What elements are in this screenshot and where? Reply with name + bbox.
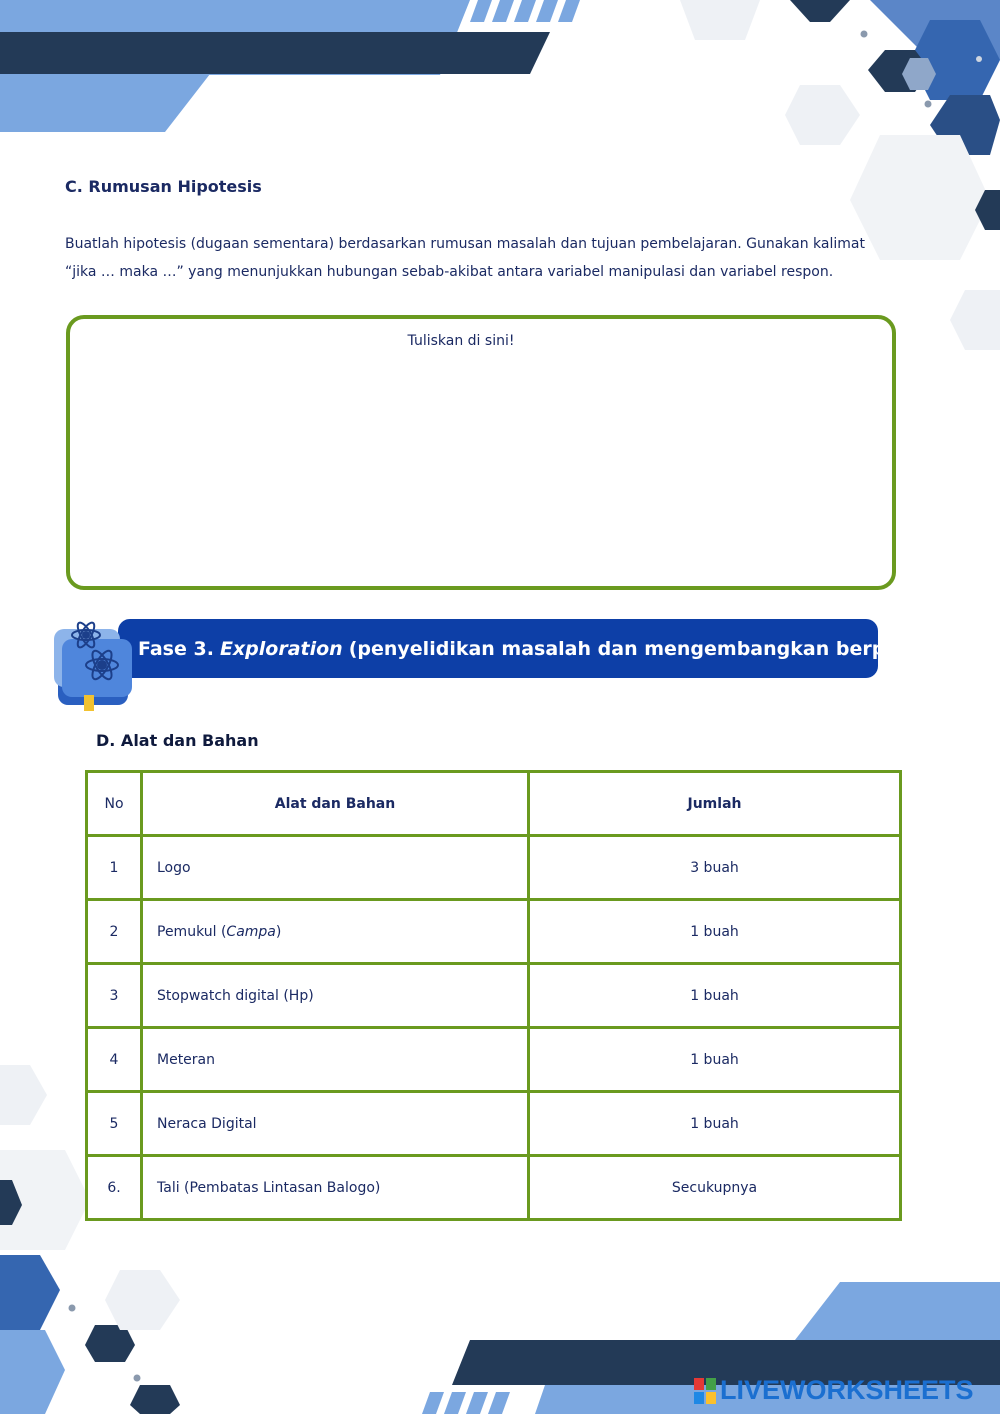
row-item: Meteran (142, 1028, 529, 1092)
science-book-icon (48, 613, 144, 713)
table-row (87, 1028, 901, 1092)
row-no: 6. (87, 1156, 142, 1220)
header-no: No (87, 772, 142, 836)
table-row (87, 900, 901, 964)
section-c-title: C. Rumusan Hipotesis (65, 177, 262, 196)
table-row (87, 1092, 901, 1156)
instruction-line-2: “jika … maka …” yang menunjukkan hubungan sebab-akibat antara variabel manipulasi dan variabel respon. (65, 264, 834, 280)
table-row (87, 836, 901, 900)
phase-prefix: Fase 3. (138, 637, 214, 660)
header-item: Alat dan Bahan (142, 772, 529, 836)
row-item: Neraca Digital (142, 1092, 529, 1156)
row-qty: 1 buah (529, 1028, 901, 1092)
phase-italic-word: Exploration (219, 637, 343, 660)
row-item: Stopwatch digital (Hp) (142, 964, 529, 1028)
table-row (87, 964, 901, 1028)
row-item: Logo (142, 836, 529, 900)
hypothesis-answer-box[interactable] (66, 315, 896, 590)
liveworksheets-logo-icon (694, 1378, 716, 1404)
row-item: Pemukul (Campa) (142, 900, 529, 964)
row-qty: 1 buah (529, 1092, 901, 1156)
header-qty: Jumlah (529, 772, 901, 836)
phase-3-banner (118, 619, 930, 678)
hypothesis-instruction (65, 230, 895, 286)
row-qty: 1 buah (529, 900, 901, 964)
row-no: 3 (87, 964, 142, 1028)
row-qty: 1 buah (529, 964, 901, 1028)
row-qty: Secukupnya (529, 1156, 901, 1220)
table-header-row (87, 772, 901, 836)
brand-text: LIVEWORKSHEETS (720, 1375, 974, 1405)
table-row (87, 1156, 901, 1220)
row-item: Tali (Pembatas Lintasan Balogo) (142, 1156, 529, 1220)
row-qty: 3 buah (529, 836, 901, 900)
row-no: 4 (87, 1028, 142, 1092)
phase-suffix: (penyelidikan masalah dan mengembangkan berpikir) (348, 637, 930, 660)
answer-hint: Tuliskan di sini! (407, 333, 515, 349)
tools-table (85, 770, 902, 1221)
row-no: 1 (87, 836, 142, 900)
instruction-line-1: Buatlah hipotesis (dugaan sementara) berdasarkan rumusan masalah dan tujuan pembelajaran. Gunakan kalimat (65, 236, 865, 252)
liveworksheets-brand (694, 1375, 974, 1406)
row-no: 5 (87, 1092, 142, 1156)
row-no: 2 (87, 900, 142, 964)
section-d-title: D. Alat dan Bahan (96, 731, 259, 750)
